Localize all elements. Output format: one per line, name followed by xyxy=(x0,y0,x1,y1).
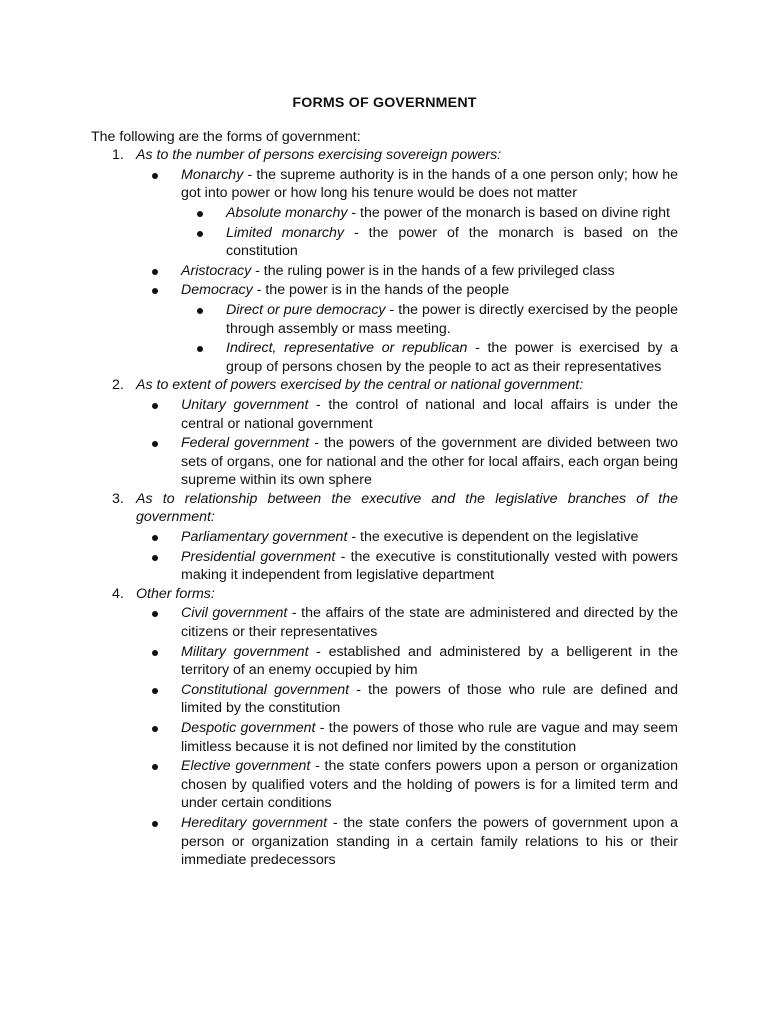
list-item xyxy=(136,262,678,281)
bullet-icon xyxy=(152,764,158,770)
item-term: Monarchy xyxy=(181,166,244,183)
item-description: - the powers of the government are divided between two sets of organs, one for national and the other for local affairs, each organ being supreme within its own sphere xyxy=(181,435,679,489)
bullet-icon xyxy=(152,403,158,409)
item-term: Indirect, representative or republican xyxy=(226,340,468,357)
sub-bullet-list xyxy=(181,301,678,376)
item-description: - the powers of those who rule are vague and may seem limitless because it is not defined nor limited by the constitution xyxy=(181,720,678,755)
item-term: Limited monarchy xyxy=(226,224,345,241)
item-description: - the control of national and local affairs is under the central or national government xyxy=(181,396,678,432)
item-description: - the state confers the powers of government upon a person or organization standing in a certain family relations to his or their immediate predecessors xyxy=(181,814,679,869)
bullet-icon xyxy=(152,650,158,656)
sub-list-item xyxy=(181,204,678,223)
item-term: Hereditary government xyxy=(181,814,328,831)
item-description: - the power is directly exercised by the people through assembly or mass meeting. xyxy=(226,301,678,337)
list-item-text xyxy=(181,548,678,585)
bullet-list xyxy=(136,528,678,585)
item-term: Elective government xyxy=(181,758,311,775)
bullet-icon xyxy=(197,231,203,237)
item-term: Democracy xyxy=(181,282,253,299)
sub-bullet-list xyxy=(181,204,678,261)
document-page xyxy=(91,94,678,870)
sub-item-text xyxy=(226,339,678,376)
item-description: - the executive is dependent on the legislative xyxy=(347,529,639,546)
list-item-text xyxy=(181,281,678,300)
item-description: - the ruling power is in the hands of a few privileged class xyxy=(251,262,615,279)
intro-text: The following are the forms of government: xyxy=(91,128,361,145)
item-description: - the supreme authority is in the hands of a one person only; how he got into power or how long his tenure would be does not matter xyxy=(181,166,678,202)
item-term: Constitutional government xyxy=(181,681,350,698)
item-term: Federal government xyxy=(181,435,310,452)
sections-list xyxy=(91,146,678,870)
item-term: Civil government xyxy=(181,605,288,622)
list-item-text xyxy=(181,757,678,813)
item-term: Unitary government xyxy=(181,396,309,413)
bullet-icon xyxy=(197,211,203,217)
sub-item-text xyxy=(226,301,678,338)
sub-list-item xyxy=(181,339,678,376)
list-item xyxy=(136,681,678,718)
section-heading: Other forms: xyxy=(136,585,215,602)
section-heading: As to the number of persons exercising sovereign powers: xyxy=(136,147,502,164)
bullet-list xyxy=(136,604,678,869)
section-item xyxy=(91,490,678,585)
list-item-text xyxy=(181,719,678,756)
list-item-text xyxy=(181,604,678,641)
list-item-text xyxy=(181,643,678,680)
list-item xyxy=(136,548,678,585)
item-term: Military government xyxy=(181,643,309,660)
list-item xyxy=(136,166,678,261)
bullet-icon xyxy=(152,269,158,275)
list-item-text xyxy=(181,681,678,718)
list-item xyxy=(136,643,678,680)
bullet-icon xyxy=(152,441,158,447)
list-item xyxy=(136,604,678,641)
section-item xyxy=(91,585,678,870)
section-number: 1. xyxy=(112,147,124,164)
item-description: - the powers of those who rule are defined and limited by the constitution xyxy=(181,681,679,717)
item-description: - the state confers powers upon a person or organization chosen by qualified voters and the holding of powers is for a limited term and under certain conditions xyxy=(181,758,678,812)
item-term: Absolute monarchy xyxy=(226,204,348,221)
section-heading: As to relationship between the executive and the legislative branches of the government: xyxy=(136,490,678,526)
item-term: Parliamentary government xyxy=(181,529,348,546)
list-item xyxy=(136,814,678,870)
list-item-text xyxy=(181,528,678,547)
list-item xyxy=(136,719,678,756)
bullet-icon xyxy=(197,308,203,314)
section-item xyxy=(91,146,678,376)
item-description: - the power is in the hands of the people xyxy=(252,282,510,299)
section-number: 2. xyxy=(112,377,124,394)
bullet-list xyxy=(136,396,678,490)
bullet-icon xyxy=(152,821,158,827)
section-heading: As to extent of powers exercised by the central or national government: xyxy=(136,377,584,394)
list-item xyxy=(136,396,678,433)
bullet-icon xyxy=(152,288,158,294)
bullet-icon xyxy=(152,688,158,694)
bullet-icon xyxy=(197,346,203,352)
item-description: - the executive is constitutionally vested with powers making it independent from legislative department xyxy=(181,548,678,584)
list-item-text xyxy=(181,814,678,870)
item-term: Aristocracy xyxy=(181,262,252,279)
item-term: Direct or pure democracy xyxy=(226,301,386,318)
item-term: Presidential government xyxy=(181,548,336,565)
list-item-text xyxy=(181,166,678,203)
sub-list-item xyxy=(181,224,678,261)
sub-list-item xyxy=(181,301,678,338)
bullet-icon xyxy=(152,535,158,541)
item-term: Despotic government xyxy=(181,720,316,736)
bullet-icon xyxy=(152,555,158,561)
list-item-text xyxy=(181,396,678,433)
list-item xyxy=(136,434,678,490)
section-item xyxy=(91,376,678,490)
section-number: 3. xyxy=(112,490,124,507)
item-description: - established and administered by a belligerent in the territory of an enemy occupied by him xyxy=(181,643,678,679)
item-description: - the power of the monarch is based on divine right xyxy=(347,204,671,221)
list-item-text xyxy=(181,434,678,490)
item-description: - the power is exercised by a group of persons chosen by the people to act as their representatives xyxy=(226,340,678,375)
bullet-icon xyxy=(152,611,158,617)
item-description: - the affairs of the state are administered and directed by the citizens or their representatives xyxy=(181,605,678,641)
list-item xyxy=(136,281,678,376)
bullet-icon xyxy=(152,173,158,179)
list-item xyxy=(136,757,678,813)
list-item xyxy=(136,528,678,547)
sub-item-text xyxy=(226,224,678,261)
bullet-list xyxy=(136,166,678,377)
page-title: FORMS OF GOVERNMENT xyxy=(292,95,477,111)
sub-item-text xyxy=(226,204,678,223)
section-number: 4. xyxy=(112,585,124,602)
list-item-text xyxy=(181,262,678,281)
bullet-icon xyxy=(152,726,158,732)
item-description: - the power of the monarch is based on the constitution xyxy=(226,224,678,260)
